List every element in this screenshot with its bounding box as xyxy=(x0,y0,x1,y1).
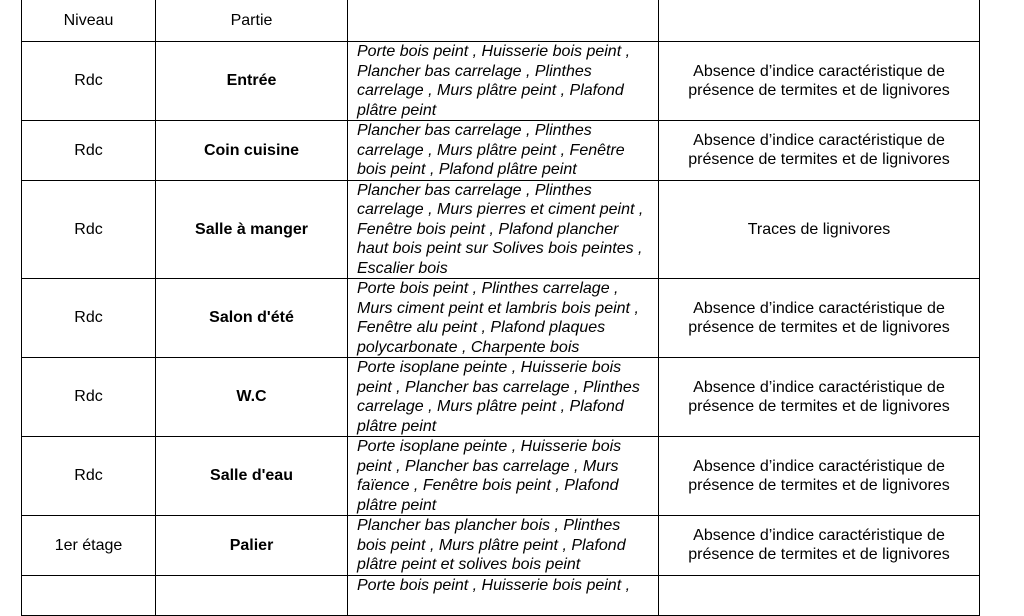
table-row xyxy=(22,121,980,181)
row-niveau xyxy=(22,575,156,615)
table-row xyxy=(22,358,980,437)
header-resultat xyxy=(659,0,980,42)
row-elements: Porte isoplane peinte , Huisserie bois peint , Plancher bas carrelage , Murs faïence , Fenêtre bois peint , Plafond plâtre peint xyxy=(348,437,659,516)
row-partie: Salle d'eau xyxy=(156,437,348,516)
row-partie: Salle à manger xyxy=(156,180,348,279)
row-partie: W.C xyxy=(156,358,348,437)
row-niveau: Rdc xyxy=(22,121,156,181)
row-niveau: Rdc xyxy=(22,180,156,279)
inspection-table xyxy=(21,0,980,616)
row-elements: Porte isoplane peinte , Huisserie bois peint , Plancher bas carrelage , Plinthes carrelage , Murs plâtre peint , Plafond plâtre peint xyxy=(348,358,659,437)
inspection-table-container xyxy=(21,0,979,616)
row-niveau: Rdc xyxy=(22,279,156,358)
row-resultat: Traces de lignivores xyxy=(659,180,980,279)
row-elements: Porte bois peint , Huisserie bois peint , xyxy=(348,575,659,615)
table-row xyxy=(22,279,980,358)
row-elements: Porte bois peint , Huisserie bois peint , Plancher bas carrelage , Plinthes carrelage , Murs plâtre peint , Plafond plâtre peint xyxy=(348,42,659,121)
row-niveau: 1er étage xyxy=(22,516,156,576)
header-elements xyxy=(348,0,659,42)
row-resultat: Absence d’indice caractéristique de présence de termites et de lignivores xyxy=(659,121,980,181)
row-resultat: Absence d’indice caractéristique de présence de termites et de lignivores xyxy=(659,358,980,437)
table-header-row xyxy=(22,0,980,42)
row-elements: Plancher bas carrelage , Plinthes carrelage , Murs plâtre peint , Fenêtre bois peint , Plafond plâtre peint xyxy=(348,121,659,181)
row-elements: Plancher bas carrelage , Plinthes carrelage , Murs pierres et ciment peint , Fenêtre bois peint , Plafond plancher haut bois peint sur Solives bois peintes , Escalier bois xyxy=(348,180,659,279)
header-partie: Partie xyxy=(156,0,348,42)
row-resultat xyxy=(659,575,980,615)
row-niveau: Rdc xyxy=(22,358,156,437)
row-resultat: Absence d’indice caractéristique de présence de termites et de lignivores xyxy=(659,516,980,576)
row-partie: Salon d'été xyxy=(156,279,348,358)
row-niveau: Rdc xyxy=(22,42,156,121)
table-row xyxy=(22,180,980,279)
row-partie: Entrée xyxy=(156,42,348,121)
header-niveau: Niveau xyxy=(22,0,156,42)
table-row xyxy=(22,516,980,576)
row-elements: Porte bois peint , Plinthes carrelage , Murs ciment peint et lambris bois peint , Fenêtre alu peint , Plafond plaques polycarbonate , Charpente bois xyxy=(348,279,659,358)
row-niveau: Rdc xyxy=(22,437,156,516)
row-elements: Plancher bas plancher bois , Plinthes bois peint , Murs plâtre peint , Plafond plâtre peint et solives bois peint xyxy=(348,516,659,576)
table-row xyxy=(22,437,980,516)
table-row xyxy=(22,575,980,615)
row-partie: Coin cuisine xyxy=(156,121,348,181)
row-resultat: Absence d’indice caractéristique de présence de termites et de lignivores xyxy=(659,279,980,358)
row-partie xyxy=(156,575,348,615)
row-resultat: Absence d’indice caractéristique de présence de termites et de lignivores xyxy=(659,42,980,121)
table-row xyxy=(22,42,980,121)
row-resultat: Absence d’indice caractéristique de présence de termites et de lignivores xyxy=(659,437,980,516)
row-partie: Palier xyxy=(156,516,348,576)
